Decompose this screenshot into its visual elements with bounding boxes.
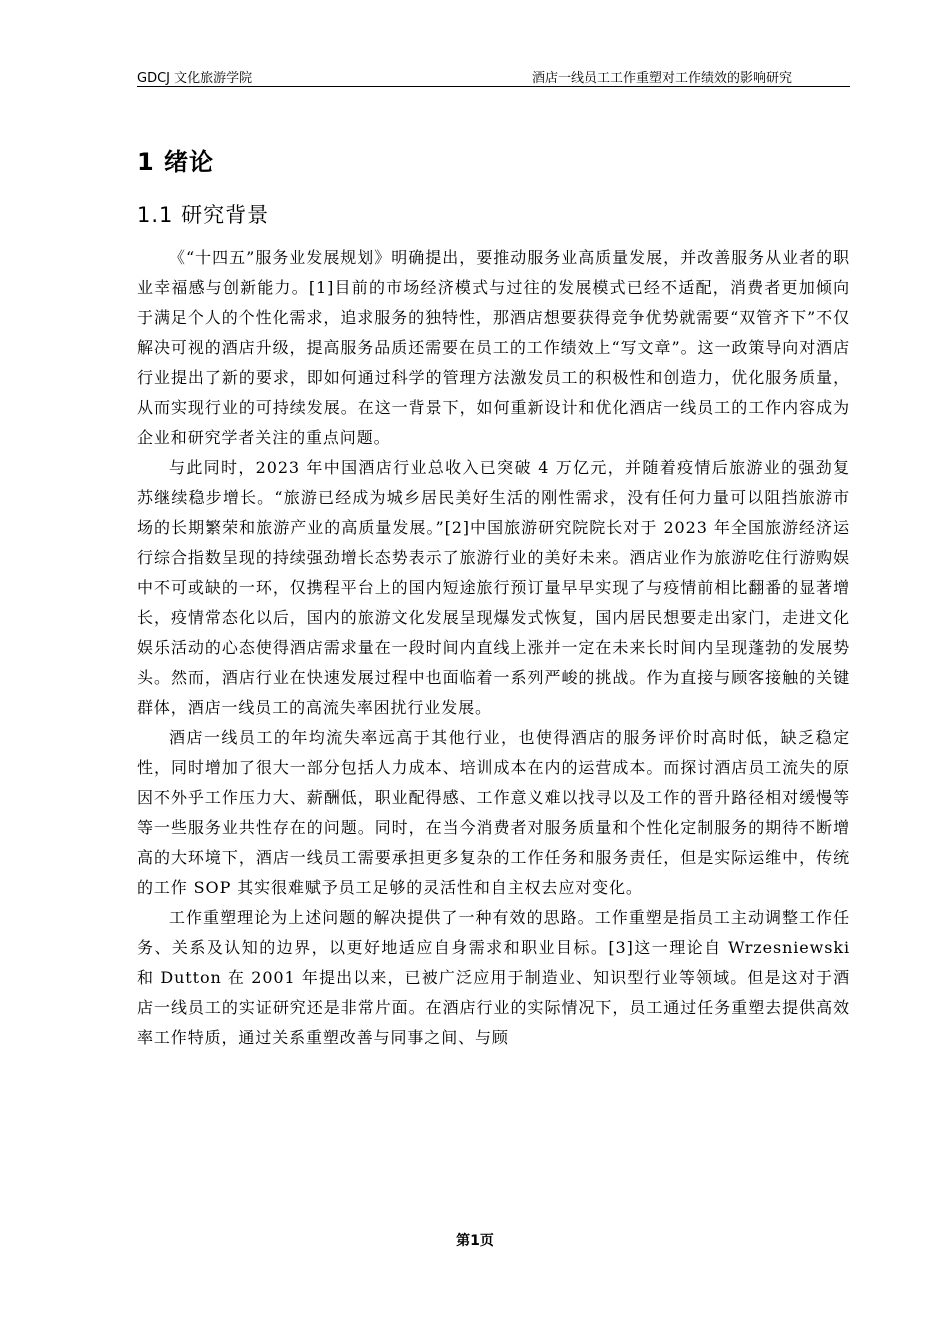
section-title: 1.1 研究背景	[137, 203, 270, 227]
body-text	[137, 243, 850, 1053]
header-institution: GDCJ 文化旅游学院	[137, 71, 253, 86]
paragraph-job-crafting-theory: 工作重塑理论为上述问题的解决提供了一种有效的思路。工作重塑是指员工主动调整工作任务、关系及认知的边界，以更好地适应自身需求和职业目标。[3]这一理论自 Wrzesniewski 和 Dutton 在 2001 年提出以来，已被广泛应用于制造业、知识型行业等领域。但是这对于酒店一线员工的实证研究还是非常片面。在酒店行业的实际情况下，员工通过任务重塑去提供高效率工作特质，通过关系重塑改善与同事之间、与顾	[137, 908, 850, 1047]
header-thesis-title: 酒店一线员工工作重塑对工作绩效的影响研究	[531, 71, 792, 86]
paragraph-employee-turnover: 酒店一线员工的年均流失率远高于其他行业，也使得酒店的服务评价时高时低，缺乏稳定性，同时增加了很大一部分包括人力成本、培训成本在内的运营成本。而探讨酒店员工流失的原因不外乎工作压力大、薪酬低，职业配得感、工作意义难以找寻以及工作的晋升路径相对缓慢等等一些服务业共性存在的问题。同时，在当今消费者对服务质量和个性化定制服务的期待不断增高的大环境下，酒店一线员工需要承担更多复杂的工作任务和服务责任，但是实际运维中，传统的工作 SOP 其实很难赋予员工足够的灵活性和自主权去应对变化。	[137, 728, 850, 897]
paragraph-policy-background: 《“十四五”服务业发展规划》明确提出，要推动服务业高质量发展，并改善服务从业者的职业幸福感与创新能力。[1]目前的市场经济模式与过往的发展模式已经不适配，消费者更加倾向于满足个人的个性化需求，追求服务的独特性，那酒店想要获得竞争优势就需要“双管齐下”不仅解决可视的酒店升级，提高服务品质还需要在员工的工作绩效上“写文章”。这一政策导向对酒店行业提出了新的要求，即如何通过科学的管理方法激发员工的积极性和创造力，优化服务质量，从而实现行业的可持续发展。在这一背景下，如何重新设计和优化酒店一线员工的工作内容成为企业和研究学者关注的重点问题。	[137, 248, 850, 447]
chapter-title: 1 绪论	[137, 148, 215, 176]
running-header	[137, 64, 850, 87]
page-number: 第1页	[456, 1233, 494, 1249]
paragraph-industry-growth: 与此同时，2023 年中国酒店行业总收入已突破 4 万亿元，并随着疫情后旅游业的强劲复苏继续稳步增长。“旅游已经成为城乡居民美好生活的刚性需求，没有任何力量可以阻挡旅游市场的长期繁荣和旅游产业的高质量发展。”[2]中国旅游研究院院长对于 2023 年全国旅游经济运行综合指数呈现的持续强劲增长态势表示了旅游行业的美好未来。酒店业作为旅游吃住行游购娱中不可或缺的一环，仅携程平台上的国内短途旅行预订量早早实现了与疫情前相比翻番的显著增长，疫情常态化以后，国内的旅游文化发展呈现爆发式恢复，国内居民想要走出家门，走进文化娱乐活动的心态使得酒店需求量在一段时间内直线上涨并一定在未来长时间内呈现蓬勃的发展势头。然而，酒店行业在快速发展过程中也面临着一系列严峻的挑战。作为直接与顾客接触的关键群体，酒店一线员工的高流失率困扰行业发展。	[137, 458, 850, 717]
